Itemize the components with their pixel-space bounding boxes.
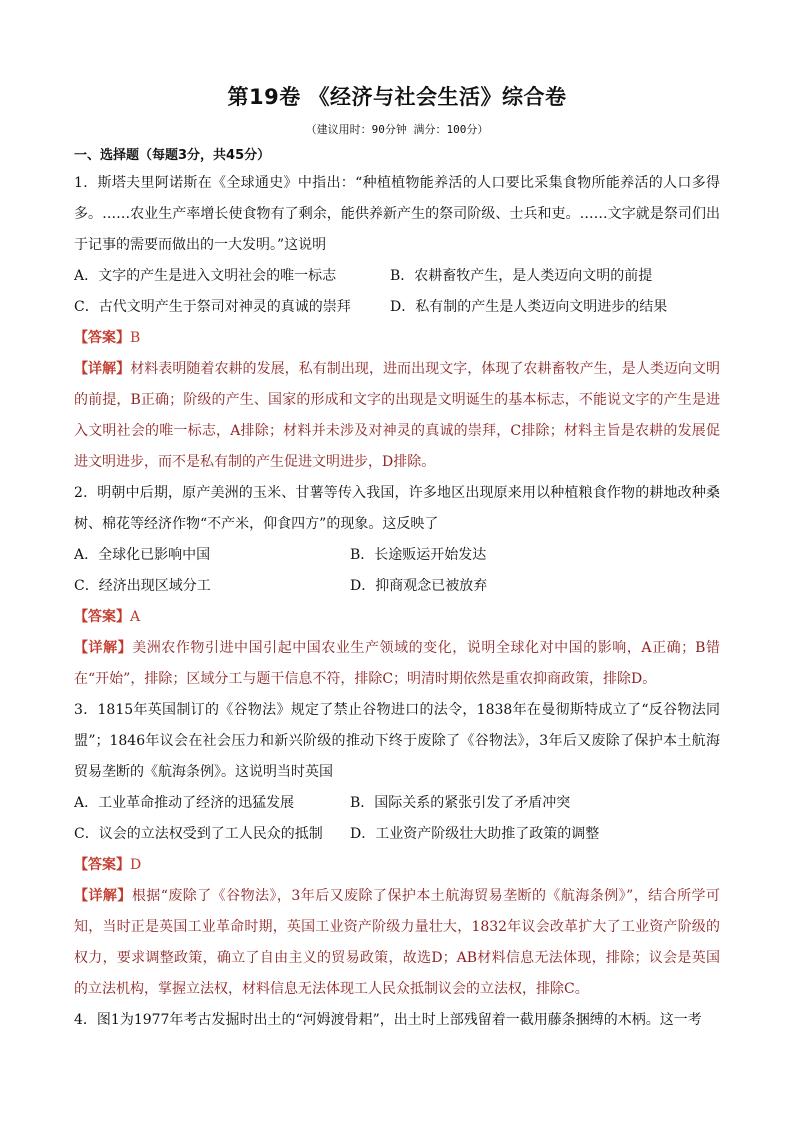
answer-label: 【答案】 [74,330,130,346]
option-a: A．工业革命推动了经济的迅猛发展 [74,795,295,811]
exam-info: （建议用时：90分钟 满分：100分） [305,123,489,136]
question-stem: 2．明朝中后期，原产美洲的玉米、甘薯等传入我国，许多地区出现原来用以种植粮食作物的耕地改种桑树、棉花等经济作物“不产米，仰食四方”的现象。这反映了 [74,485,720,532]
option-b: B．农耕畜牧产生，是人类迈向文明的前提 [390,268,653,284]
question-2 [74,478,720,695]
question-1 [74,168,720,478]
question-stem: 1．斯塔夫里阿诺斯在《全球通史》中指出：“种植植物能养活的人口要比采集食物所能养活的人口多得多。……农业生产率增长使食物有了剩余，能供养新产生的祭司阶级、士兵和吏。……文字就是祭司们出于记事的需要而做出的一大发明。”这说明 [74,175,720,253]
option-b: B．长途贩运开始发达 [350,547,487,563]
option-a: A．文字的产生是进入文明社会的唯一标志 [74,268,337,284]
explanation-text: 根据“废除了《谷物法》，3年后又废除了保护本土航海贸易垄断的《航海条例》”，结合所学可知，当时正是英国工业革命时期，英国工业资产阶级力量壮大，1832年议会改革扩大了工业资产阶级的权力，要求调整政策，确立了自由主义的贸易政策，故选D；AB材料信息无法体现，排除；议会是英国的立法机构，掌握立法权，材料信息无法体现工人民众抵制议会的立法权，排除C。 [74,888,720,997]
answer-label: 【答案】 [74,857,130,873]
option-c: C．议会的立法权受到了工人民众的抵制 [74,826,323,842]
explanation [74,354,720,478]
option-c: C．古代文明产生于祭司对神灵的真诚的崇拜 [74,299,351,315]
explanation-text: 材料表明随着农耕的发展，私有制出现，进而出现文字，体现了农耕畜牧产生，是人类迈向文明的前提，B正确；阶级的产生、国家的形成和文字的出现是文明诞生的基本标志，不能说文字的产生是进入文明社会的唯一标志，A排除；材料并未涉及对神灵的真诚的崇拜，C排除；材料主旨是农耕的发展促进文明进步，而不是私有制的产生促进文明进步，D排除。 [74,361,721,470]
page-title: 第19卷 《经济与社会生活》综合卷 [227,85,567,109]
option-list [74,788,720,850]
question-3 [74,695,720,1005]
question-stem: 4．图1为1977年考古发掘时出土的“河姆渡骨耜”，出土时上部残留着一截用藤条捆缚的木柄。这一考 [74,1012,702,1028]
answer-value: D [130,857,142,873]
option-d: D．工业资产阶级壮大助推了政策的调整 [350,826,600,842]
section-heading: 一、选择题（每题3分，共45分） [74,148,271,163]
explanation [74,881,720,1005]
option-list [74,540,720,602]
answer-line [74,850,720,881]
option-c: C．经济出现区域分工 [74,578,211,594]
question-4 [74,1005,720,1036]
explanation-label: 【详解】 [74,640,133,656]
explanation-label: 【详解】 [74,361,131,377]
answer-label: 【答案】 [74,609,130,625]
explanation-text: 美洲农作物引进中国引起中国农业生产领域的变化，说明全球化对中国的影响，A正确；B错在“开始”，排除；区域分工与题干信息不符，排除C；明清时期依然是重农抑商政策，排除D。 [74,640,720,687]
explanation-label: 【详解】 [74,888,132,904]
option-d: D．私有制的产生是人类迈向文明进步的结果 [390,299,668,315]
explanation [74,633,720,695]
option-b: B．国际关系的紧张引发了矛盾冲突 [350,795,571,811]
question-stem: 3．1815年英国制订的《谷物法》规定了禁止谷物进口的法令，1838年在曼彻斯特成立了“反谷物法同盟”；1846年议会在社会压力和新兴阶级的推动下终于废除了《谷物法》，3年后又废除了保护本土航海贸易垄断的《航海条例》。这说明当时英国 [74,702,720,780]
option-d: D．抑商观念已被放弃 [350,578,488,594]
answer-value: A [130,609,141,625]
option-list [74,261,720,323]
option-a: A．全球化已影响中国 [74,547,211,563]
answer-value: B [130,330,141,346]
answer-line [74,602,720,633]
answer-line [74,323,720,354]
